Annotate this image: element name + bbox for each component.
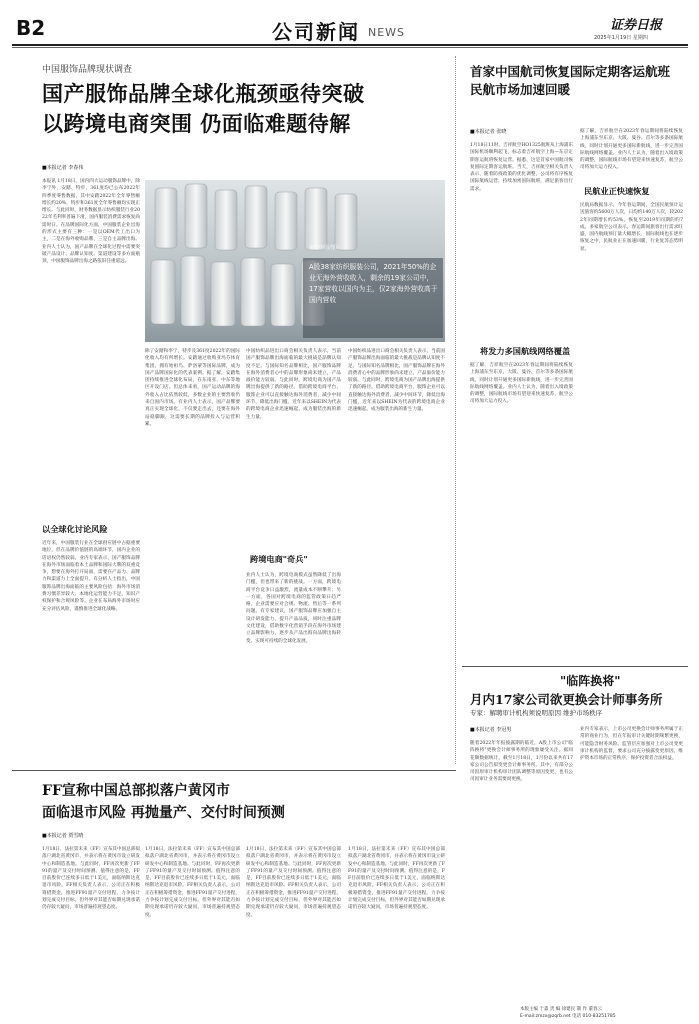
mid-column-b: 业内专家表示，上市公司更换会计师事务所属于正常的商业行为，但在年报审计关键时期频繁更换，可能隐含财务风险。监管层应加强对上市公司变更审计机构的监督，要求公司充分披露变更原因，维护资本市场的正常秩序，保护投资者合法权益。 [580,727,683,762]
column-divider [455,56,456,764]
lead-kicker: 中国服饰品牌现状调查 [42,65,133,75]
lead-column-5: 中国纺织品进出口商会相关负责人表示，当前国产服饰品牌出海面临的最大挑战是品牌认知度不足。与国际知名品牌相比，国产服饰品牌在海外消费者心中的品牌形象尚未建立，产品溢价能力较弱。与此同时，跨境电商为国产品牌出海提供了新的路径。借助跨境电商平台，服饰企业可以直接触达海外消费者，减少中间环节，降低出海门槛，近年来以SHEIN为代表的跨境电商企业迅速崛起，成为服装出海的新生力量。 [348,349,445,413]
page-number: B2 [16,16,46,40]
photo-caption: A股38家纺织服装公司，2021年50%的企业无海外营收收入，剩余的19家公司中，17家营收以国内为主，仅2家海外营收高于国内营收 [309,263,438,304]
lead-photo [145,180,445,342]
mid-headline: 月内17家公司欲更换会计师事务所 [470,692,663,707]
bottom-headline: FF宣称中国总部拟落户黄冈市 [42,783,230,799]
right-column-b: 据了解，吉祥航空在2023年春运期间将陆续恢复上海浦东至东京、大阪、曼谷、首尔等多条国际航线，同时计划开通更多国际新航线，进一步完善国际航线网络覆盖。业内人士认为，随着出入境政策的调整，国际航线市场有望迎来快速复苏，航空公司将加大运力投入。 [580,129,683,171]
lead-column-1: 本报讯 1月18日，国内四大运动服饰品牌中，除李宁外，安踏、特步、361度均已公布2022年四季度零售数据，其中安踏2022年全年零售额增长约20%，特步和361度全年零售额均实现正增长。与此同时，财务数据显示纺织服装行业2022年毛利率普遍下滑，国内服装消费需求恢复尚需时日。在品牌国际化方面，中国服装企业出海的形式主要有三种：一是以OEM代工出口为主，二是在海外收购品牌，三是自主品牌出海。业内人士认为，国产品牌在全球化过程中需要突破产品设计、品牌认知度、渠道建设等多方面瓶颈，中国服饰品牌出海之路依旧任重道远。 [42,179,140,265]
mid-subhead: 专家：解聘审计机构须说明原因 维护市场秩序 [470,709,603,717]
right-column-c: 民航局数据显示，今年春运期间，全国民航预计运送旅客约5600万人次，日均约140万人次，较2022年同期增长约53%，恢复至2019年同期的约7成。多家航空公司表示，春运期间旅客出行需求旺盛，国内航线预订量大幅增长，国际航线也在逐步恢复之中，民航业正在加速回暖，行业复苏态势明显。 [580,203,683,252]
masthead-rule [12,44,688,46]
lead-subheadline: 以跨境电商突围 仍面临难题待解 [42,111,351,136]
photo-source: 视觉中国/图片 [309,245,341,251]
lead-column-4: 中国纺织品进出口商会相关负责人表示，当前国产服饰品牌出海面临的最大挑战是品牌认知度不足。与国际知名品牌相比，国产服饰品牌在海外消费者心中的品牌形象尚未建立，产品溢价能力较弱。与此同时，跨境电商为国产品牌出海提供了新的路径。借助跨境电商平台，服饰企业可以直接触达海外消费者，减少中间环节，降低出海门槛，近年来以SHEIN为代表的跨境电商企业迅速崛起，成为服装出海的新生力量。 [246,349,341,420]
footer-credits: 本版主编 于淼 责 编 徐建民 制 作 董春云 [520,1007,603,1012]
mid-column-a: 随着2022年年报披露期的临近，A股上市公司"临阵换将"更换会计师事务所的现象屡受关注。据同花顺数据统计，截至1月18日，1月份以来共有17家公司公告拟变更会计师事务所。其中，有部分公司因原审计机构审计团队调整等原因变更，也有公司因审计业务需要而更换。 [470,741,573,783]
lead-subhead-2: 跨境电商"奇兵" [250,554,308,564]
lead-column-3: 除了安踏和李宁，特步及361度2022年的国际化收入均有所增长。安踏通过收购亚玛芬体育集团，拥有始祖鸟、萨洛蒙等国际品牌，成为国产品牌国际化的代表案例。据了解，安踏集团持续推进全球化布局，在东南亚、中东等地区开设门店。但总体来看，国产运动品牌的海外收入占比依然较低，多数企业的主要营收仍来自国内市场。有业内人士表示，国产品牌要真正实现全球化，不仅要走出去，还要在海外站稳脚跟，这需要长期的品牌投入与运营积累。 [145,349,240,427]
right-headline: 首家中国航司恢复国际定期客运航班 [470,64,671,79]
right-byline: ■本报记者 张晓 [470,129,507,135]
mid-kicker: "临阵换将" [560,674,621,688]
bottom-column-1: 1月18日，法拉第未来（FF）宣布其中国总部拟落户湖北省黄冈市，并表示将在黄冈市设立研发中心和制造基地。与此同时，FF再次更新了FF91的量产及交付时间预测。值得注意的是，FF目前股价已连续多日低于1美元，面临纳斯达克退市风险。FF相关负责人表示，公司正在积极筹措资金，推进FF91量产交付进程，力争按计划完成交付目标，但外界对其能否如期兑现承诺仍存较大疑问，市场普遍持观望态度。 [42,847,140,911]
right-subhead-2: 民航业正快速恢复 [584,186,650,196]
right-subheadline: 民航市场加速回暖 [470,82,571,97]
masthead-rule-thin [12,47,688,48]
bottom-column-4: 1月18日，法拉第未来（FF）宣布其中国总部拟落户湖北省黄冈市，并表示将在黄冈市设立研发中心和制造基地。与此同时，FF再次更新了FF91的量产及交付时间预测。值得注意的是，FF目前股价已连续多日低于1美元，面临纳斯达克退市风险。FF相关负责人表示，公司正在积极筹措资金，推进FF91量产交付进程，力争按计划完成交付目标，但外界对其能否如期兑现承诺仍存较大疑问，市场普遍持观望态度。 [348,847,445,911]
bottom-byline: ■本报记者 贾雪晴 [42,833,84,839]
mid-byline: ■本报记者 李冠男 [470,727,512,733]
section-title: 公司新闻 [272,20,360,44]
bottom-rule [12,770,456,771]
section-rule [462,666,688,667]
right-column-a2: 据了解，吉祥航空在2023年春运期间将陆续恢复上海浦东至东京、大阪、曼谷、首尔等多条国际航线，同时计划开通更多国际新航线，进一步完善国际航线网络覆盖。业内人士认为，随着出入境政策的调整，国际航线市场有望迎来快速复苏，航空公司将加大运力投入。 [470,363,573,405]
section-title-en: NEWS [368,26,406,39]
lead-byline: ■本报记者 李春伟 [42,165,84,171]
bottom-column-2: 1月18日，法拉第未来（FF）宣布其中国总部拟落户湖北省黄冈市，并表示将在黄冈市设立研发中心和制造基地。与此同时，FF再次更新了FF91的量产及交付时间预测。值得注意的是，FF目前股价已连续多日低于1美元，面临纳斯达克退市风险。FF相关负责人表示，公司正在积极筹措资金，推进FF91量产交付进程，力争按计划完成交付目标，但外界对其能否如期兑现承诺仍存较大疑问，市场普遍持观望态度。 [145,847,240,918]
paper-logo: 证券日报 [610,18,663,33]
lead-column-2: 近年来，中国服装行业在全球供应链中占据重要地位，但在品牌价值链的高端环节，国内企业的话语权仍然较弱。业内专家表示，国产服饰品牌在海外市场面临着本土品牌和国际大牌的双重竞争，想要在海外打开局面，需要在产品力、品牌力和渠道力上全面提升。有分析人士指出，中国服饰品牌出海面临的主要风险包括：海外市场消费习惯差异较大、本地化运营能力不足、知识产权保护和合规风险等。企业在布局海外市场时应充分评估风险，谨慎推进全球化战略。 [42,541,140,612]
right-subhead-1: 将发力多国航线网络覆盖 [480,346,571,356]
bottom-subheadline: 面临退市风险 再抛量产、交付时间预测 [42,805,285,821]
bottom-column-3: 1月18日，法拉第未来（FF）宣布其中国总部拟落户湖北省黄冈市，并表示将在黄冈市设立研发中心和制造基地。与此同时，FF再次更新了FF91的量产及交付时间预测。值得注意的是，FF目前股价已连续多日低于1美元，面临纳斯达克退市风险。FF相关负责人表示，公司正在积极筹措资金，推进FF91量产交付进程，力争按计划完成交付目标，但外界对其能否如期兑现承诺仍存较大疑问，市场普遍持观望态度。 [246,847,341,918]
date-line: 2025年1月19日 星期四 [594,35,648,41]
right-column-a: 1月18日11时，吉祥航空HO1325航班从上海浦东国际机场顺利起飞，标志着吉祥航空上海—东京定期客运航班恢复运营。据悉，这是首家中国航司恢复国际定期客运航班。当天，吉祥航空相关负责人表示，随着防疫政策的优化调整，公司将有序恢复国际航线运营，持续加密国际航班，满足旅客出行需求。 [470,143,573,192]
footer-contact: E-mail:zmzx@zqrb.net 电话 010-83251785 [520,1014,616,1019]
lead-column-4b: 业内人士认为，跨境电商模式虽然降低了出海门槛，但也带来了新的挑战。一方面，跨境电商平台竞争日益激烈，流量成本不断攀升；另一方面，各国对跨境电商的监管政策日趋严格，企业需要应对合规、物流、售后等一系列问题。有专家建议，国产服饰品牌应加强自主设计研发能力，提升产品品质，同时注重品牌文化建设，借助数字化营销手段在海外市场建立品牌影响力，逐步从产品出海向品牌出海转变，实现可持续的全球化发展。 [246,573,341,644]
lead-headline: 国产服饰品牌全球化瓶颈亟待突破 [42,81,365,106]
lead-subhead-1: 以全球化讨论风险 [42,524,108,534]
